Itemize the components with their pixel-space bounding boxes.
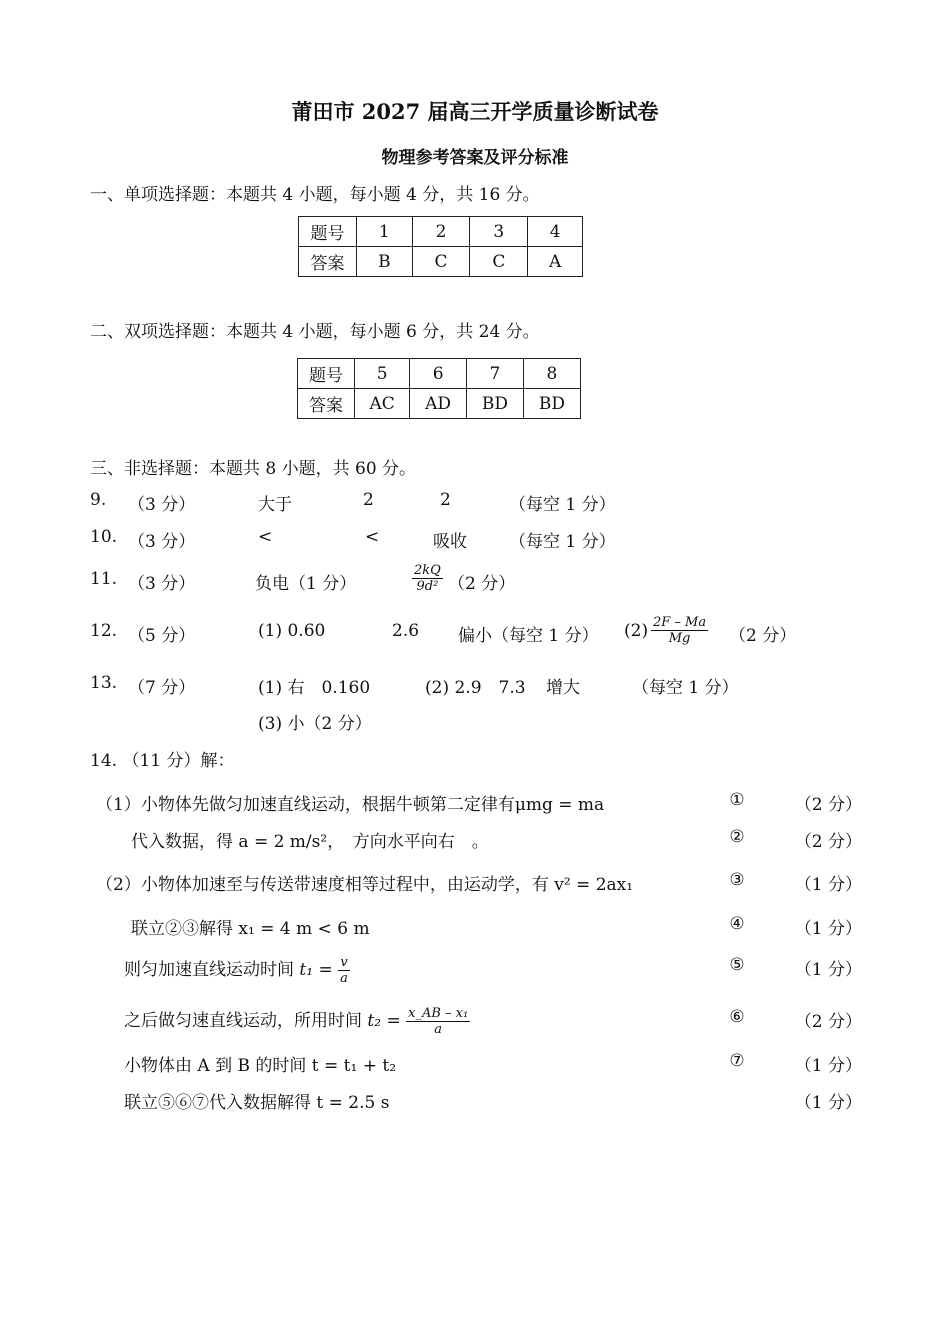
table-row bbox=[299, 247, 583, 277]
q14-line-5-text: 则匀加速直线运动时间 bbox=[124, 960, 294, 980]
table-row bbox=[299, 217, 583, 247]
fraction-numerator: 2kQ bbox=[414, 563, 441, 578]
table-cell: AD bbox=[410, 389, 467, 419]
q10-answer-2: < bbox=[365, 527, 380, 547]
q14-score-5: （1 分） bbox=[794, 960, 862, 980]
q9-answer-3: 2 bbox=[440, 490, 451, 510]
q14-line-1: （1）小物体先做匀加速直线运动，根据牛顿第二定律有μmg = ma bbox=[96, 795, 605, 815]
table-header-cell: 答案 bbox=[299, 247, 357, 277]
q13-note: （每空 1 分） bbox=[632, 678, 739, 698]
q14-mark-4: ④ bbox=[729, 914, 745, 934]
table-cell: BD bbox=[523, 389, 580, 419]
fraction-numerator: x_AB – x₁ bbox=[408, 1006, 469, 1021]
q14-heading: 14. （11 分）解： bbox=[90, 751, 235, 771]
fraction-denominator: Mg bbox=[668, 631, 691, 646]
q14-line-2: 代入数据，得 a = 2 m/s²， 方向水平向右 。 bbox=[131, 832, 489, 852]
q12-answer-2: 2.6 bbox=[392, 621, 420, 641]
page-subtitle: 物理参考答案及评分标准 bbox=[381, 148, 569, 168]
section1-heading: 一、单项选择题：本题共 4 小题，每小题 4 分，共 16 分。 bbox=[90, 185, 540, 205]
fraction-denominator: a bbox=[340, 971, 348, 986]
q14-score-2: （2 分） bbox=[794, 832, 862, 852]
table-header-cell: 答案 bbox=[298, 389, 355, 419]
q12-points: （5 分） bbox=[128, 626, 196, 646]
table-row bbox=[298, 389, 581, 419]
table-cell: 1 bbox=[357, 217, 413, 247]
q9-answer-1: 大于 bbox=[258, 495, 292, 515]
q11-number: 11. bbox=[90, 569, 118, 589]
q11-formula bbox=[412, 563, 443, 594]
q13-answer-4: (3) 小（2 分） bbox=[258, 714, 372, 734]
table-cell: 7 bbox=[466, 359, 523, 389]
q12-answer-1: (1) 0.60 bbox=[258, 621, 326, 641]
q14-score-6: （2 分） bbox=[794, 1012, 862, 1032]
q14-line-5-lhs: t₁ = bbox=[299, 960, 333, 980]
fraction-denominator: 9d² bbox=[416, 579, 439, 594]
q14-line-6-text: 之后做匀速直线运动，所用时间 bbox=[124, 1011, 362, 1031]
q14-line-7: 小物体由 A 到 B 的时间 t = t₁ + t₂ bbox=[124, 1056, 397, 1076]
q13-answer-2: (2) 2.9 7.3 bbox=[425, 678, 526, 698]
fraction-numerator: 2F – Ma bbox=[653, 615, 707, 630]
q14-score-1: （2 分） bbox=[794, 795, 862, 815]
table-cell: 5 bbox=[355, 359, 410, 389]
q14-mark-5: ⑤ bbox=[729, 955, 745, 975]
fraction-numerator: v bbox=[338, 955, 350, 971]
table-row bbox=[298, 359, 581, 389]
q10-number: 10. bbox=[90, 527, 118, 547]
q11-note: （2 分） bbox=[448, 574, 516, 594]
q13-answer-3: 增大 bbox=[546, 678, 580, 698]
q14-score-8: （1 分） bbox=[794, 1093, 862, 1113]
section2-heading: 二、双项选择题：本题共 4 小题，每小题 6 分，共 24 分。 bbox=[90, 322, 540, 342]
table-header-cell: 题号 bbox=[299, 217, 357, 247]
q10-points: （3 分） bbox=[128, 532, 196, 552]
q9-number: 9. bbox=[90, 490, 107, 510]
q14-score-3: （1 分） bbox=[794, 875, 862, 895]
q13-answer-1: (1) 右 0.160 bbox=[258, 678, 371, 698]
q9-points: （3 分） bbox=[128, 495, 196, 515]
table-cell: AC bbox=[355, 389, 410, 419]
table-cell: C bbox=[412, 247, 470, 277]
q12-number: 12. bbox=[90, 621, 118, 641]
section1-answer-table bbox=[298, 216, 583, 277]
q14-line-6-lhs: t₂ = bbox=[367, 1011, 401, 1031]
q14-mark-2: ② bbox=[729, 827, 745, 847]
table-cell: A bbox=[528, 247, 583, 277]
q10-note: （每空 1 分） bbox=[509, 532, 616, 552]
q12-note: （2 分） bbox=[729, 626, 797, 646]
table-cell: 8 bbox=[523, 359, 580, 389]
q14-mark-3: ③ bbox=[729, 870, 745, 890]
q14-line-5 bbox=[124, 955, 350, 986]
section2-answer-table bbox=[297, 358, 581, 419]
q14-mark-7: ⑦ bbox=[729, 1051, 745, 1071]
q14-score-4: （1 分） bbox=[794, 919, 862, 939]
q14-score-7: （1 分） bbox=[794, 1056, 862, 1076]
q11-answer-1: 负电（1 分） bbox=[255, 574, 357, 594]
q14-line-6 bbox=[124, 1006, 470, 1037]
q14-mark-6: ⑥ bbox=[729, 1007, 745, 1027]
page-title: 莆田市 2027 届高三开学质量诊断试卷 bbox=[291, 99, 659, 124]
q9-note: （每空 1 分） bbox=[509, 495, 616, 515]
q14-mark-1: ① bbox=[729, 790, 745, 810]
q12-formula bbox=[651, 615, 708, 646]
table-cell: 3 bbox=[470, 217, 528, 247]
table-cell: 2 bbox=[412, 217, 470, 247]
fraction-denominator: a bbox=[434, 1022, 443, 1037]
q11-points: （3 分） bbox=[128, 574, 196, 594]
table-cell: 6 bbox=[410, 359, 467, 389]
q14-line-4: 联立②③解得 x₁ = 4 m < 6 m bbox=[131, 919, 370, 939]
q13-points: （7 分） bbox=[128, 678, 196, 698]
q14-line-8: 联立⑤⑥⑦代入数据解得 t = 2.5 s bbox=[124, 1093, 390, 1113]
q13-number: 13. bbox=[90, 673, 118, 693]
table-cell: 4 bbox=[528, 217, 583, 247]
q12-answer-3: 偏小（每空 1 分） bbox=[458, 626, 599, 646]
q14-line-3: （2）小物体加速至与传送带速度相等过程中，由运动学，有 v² = 2ax₁ bbox=[96, 875, 634, 895]
q10-answer-3: 吸收 bbox=[433, 532, 467, 552]
table-cell: BD bbox=[466, 389, 523, 419]
table-cell: C bbox=[470, 247, 528, 277]
q12-part2-label: (2) bbox=[624, 621, 649, 641]
table-cell: B bbox=[357, 247, 413, 277]
table-header-cell: 题号 bbox=[298, 359, 355, 389]
q9-answer-2: 2 bbox=[363, 490, 374, 510]
section3-heading: 三、非选择题：本题共 8 小题，共 60 分。 bbox=[90, 459, 417, 479]
q10-answer-1: < bbox=[258, 527, 273, 547]
